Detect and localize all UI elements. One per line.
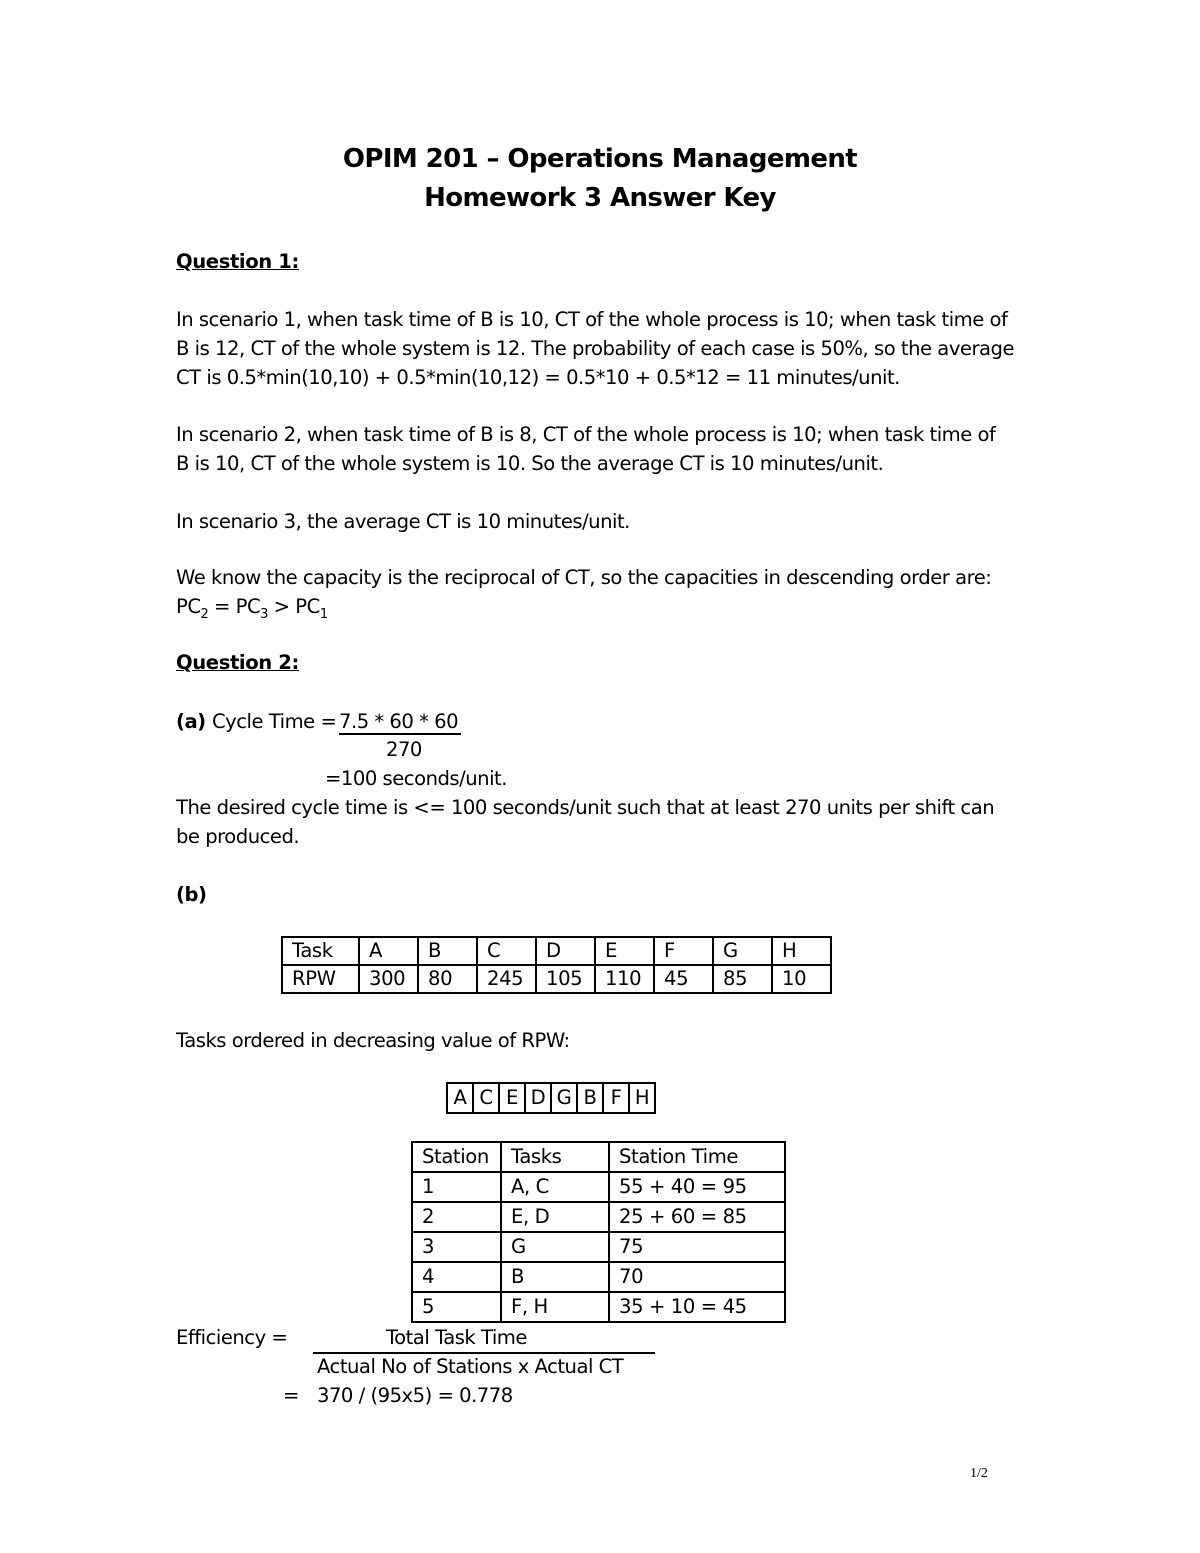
q1-paragraph1-line2: B is 12, CT of the whole system is 12. The probability of each case is 50%, so the average [176,337,1015,360]
ordered-task-cell: C [473,1083,499,1113]
capacity-ordering: $PC_2 = PC_3 > PC_1$ [176,595,328,622]
rpw-header-cell: A [359,937,418,965]
rpw-header-cell: E [595,937,654,965]
ordered-task-cell: F [603,1083,629,1113]
q1-paragraph4: We know the capacity is the reciprocal of CT, so the capacities in descending order are: [176,566,992,589]
table-row [412,1202,785,1232]
page-subtitle: Homework 3 Answer Key [424,183,776,213]
station-number-cell: 5 [412,1292,501,1322]
table-row [412,1262,785,1292]
ordered-task-cell: G [551,1083,577,1113]
efficiency-equals: = [283,1384,299,1407]
station-table-header-row [412,1142,785,1172]
station-time-cell: 35 + 10 = 45 [609,1292,785,1322]
rpw-header-cell: H [772,937,831,965]
rpw-header-cell: B [418,937,477,965]
station-time-cell: 25 + 60 = 85 [609,1202,785,1232]
q1-paragraph1-line3: CT is 0.5*min(10,10) + 0.5*min(10,12) = 0.5*10 + 0.5*12 = 11 minutes/unit. [176,366,900,389]
rpw-table-header-row [282,937,831,965]
q1-paragraph2-line1: In scenario 2, when task time of B is 8, CT of the whole process is 10; when task time of [176,423,996,446]
question1-heading: Question 1: [176,250,299,273]
station-header-cell: Tasks [501,1142,609,1172]
q1-paragraph3: In scenario 3, the average CT is 10 minutes/unit. [176,510,630,533]
rpw-value-cell: 105 [536,965,595,993]
efficiency-label: Efficiency = [176,1326,288,1349]
station-tasks-cell: F, H [501,1292,609,1322]
rpw-value-cell: 80 [418,965,477,993]
station-time-cell: 55 + 40 = 95 [609,1172,785,1202]
cycle-time-lhs: Cycle Time = [212,710,337,733]
ordered-tasks-row [447,1083,655,1113]
station-table [411,1141,786,1323]
cycle-time-denominator: 270 [386,738,422,761]
efficiency-denominator: Actual No of Stations x Actual CT [317,1355,624,1378]
rpw-value-cell: 110 [595,965,654,993]
rpw-value-cell: 85 [713,965,772,993]
ordered-tasks-table [446,1082,656,1114]
cycle-time-result: =100 seconds/unit. [325,767,507,790]
rpw-header-cell: F [654,937,713,965]
rpw-value-cell: 245 [477,965,536,993]
rpw-value-cell: 10 [772,965,831,993]
page-number: 1/2 [970,1466,988,1481]
table-row [412,1232,785,1262]
rpw-header-cell: D [536,937,595,965]
rpw-value-cell: RPW [282,965,359,993]
rpw-table [281,936,832,994]
ordered-task-cell: H [629,1083,655,1113]
part-b-label: (b) [176,883,207,906]
station-number-cell: 4 [412,1262,501,1292]
table-row [412,1292,785,1322]
ordered-task-cell: E [499,1083,525,1113]
station-tasks-cell: E, D [501,1202,609,1232]
rpw-header-cell: Task [282,937,359,965]
cycle-time-numerator: 7.5 * 60 * 60 [339,710,459,733]
rpw-header-cell: G [713,937,772,965]
station-time-cell: 70 [609,1262,785,1292]
station-tasks-cell: B [501,1262,609,1292]
efficiency-numerator: Total Task Time [386,1326,527,1349]
ordered-caption: Tasks ordered in decreasing value of RPW: [176,1029,570,1052]
ordered-task-cell: A [447,1083,473,1113]
ordered-task-cell: D [525,1083,551,1113]
ordered-task-cell: B [577,1083,603,1113]
part-a-label: (a) [176,710,206,733]
table-row [412,1172,785,1202]
q1-paragraph2-line2: B is 10, CT of the whole system is 10. So the average CT is 10 minutes/unit. [176,452,884,475]
station-header-cell: Station Time [609,1142,785,1172]
station-number-cell: 3 [412,1232,501,1262]
station-number-cell: 1 [412,1172,501,1202]
efficiency-result: 370 / (95x5) = 0.778 [317,1384,513,1407]
rpw-table-value-row [282,965,831,993]
station-number-cell: 2 [412,1202,501,1232]
rpw-value-cell: 300 [359,965,418,993]
q1-paragraph1-line1: In scenario 1, when task time of B is 10, CT of the whole process is 10; when task time of [176,308,1008,331]
station-time-cell: 75 [609,1232,785,1262]
rpw-value-cell: 45 [654,965,713,993]
question2-heading: Question 2: [176,651,299,674]
station-tasks-cell: A, C [501,1172,609,1202]
station-header-cell: Station [412,1142,501,1172]
page-title: OPIM 201 – Operations Management [342,144,858,174]
part-a-note-line1: The desired cycle time is <= 100 seconds/unit such that at least 270 units per shift can [176,796,995,819]
station-tasks-cell: G [501,1232,609,1262]
rpw-header-cell: C [477,937,536,965]
part-a-note-line2: be produced. [176,825,300,848]
